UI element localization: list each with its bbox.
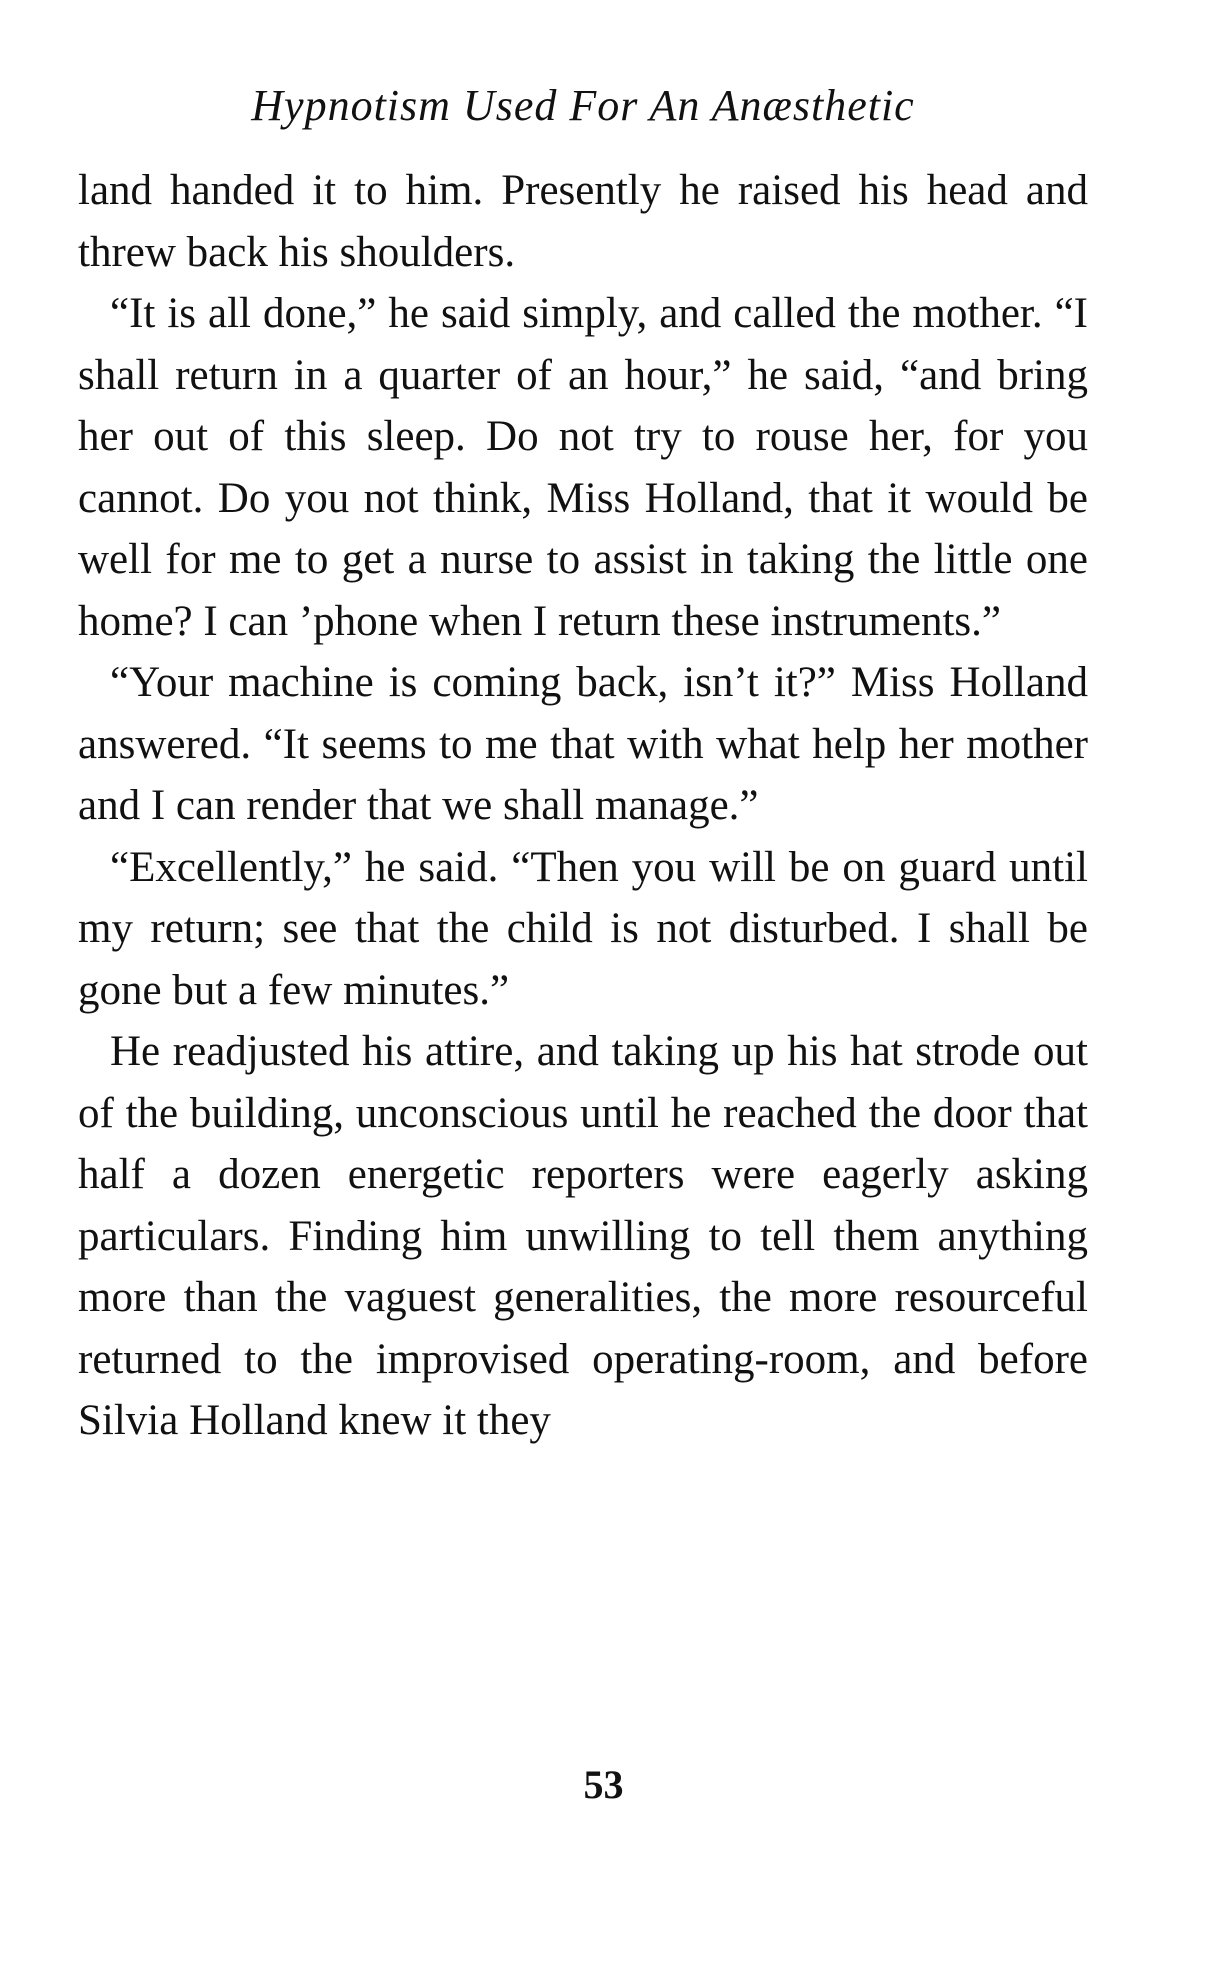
running-head: Hypnotism Used For An Anæsthetic	[251, 81, 915, 130]
book-page	[78, 80, 1088, 1452]
paragraph: “Your machine is coming back, isn’t it?” Miss Holland answered. “It seems to me that with what help her mother and I can render that we shall manage.”	[78, 659, 1088, 829]
body-text	[78, 160, 1088, 1452]
paragraph: “Excellently,” he said. “Then you will be on guard until my return; see that the child is not disturbed. I shall be gone but a few minutes.”	[78, 843, 1088, 1014]
page-number: 53	[583, 1762, 624, 1807]
paragraph: He readjusted his attire, and taking up his hat strode out of the building, unconscious until he reached the door that half a dozen energetic reporters were eagerly asking particulars. Finding him unwilling to tell them anything more than the vaguest generalities, the more resourceful returned to the improvised operating-room, and before Silvia Holland knew it they	[78, 1028, 1088, 1444]
paragraph: “It is all done,” he said simply, and called the mother. “I shall return in a quarter of an hour,” he said, “and bring her out of this sleep. Do not try to rouse her, for you cannot. Do you not think, Miss Holland, that it would be well for me to get a nurse to assist in taking the little one home? I can ’phone when I return these instruments.”	[78, 290, 1088, 645]
paragraph: land handed it to him. Presently he raised his head and threw back his shoulders.	[78, 167, 1088, 276]
